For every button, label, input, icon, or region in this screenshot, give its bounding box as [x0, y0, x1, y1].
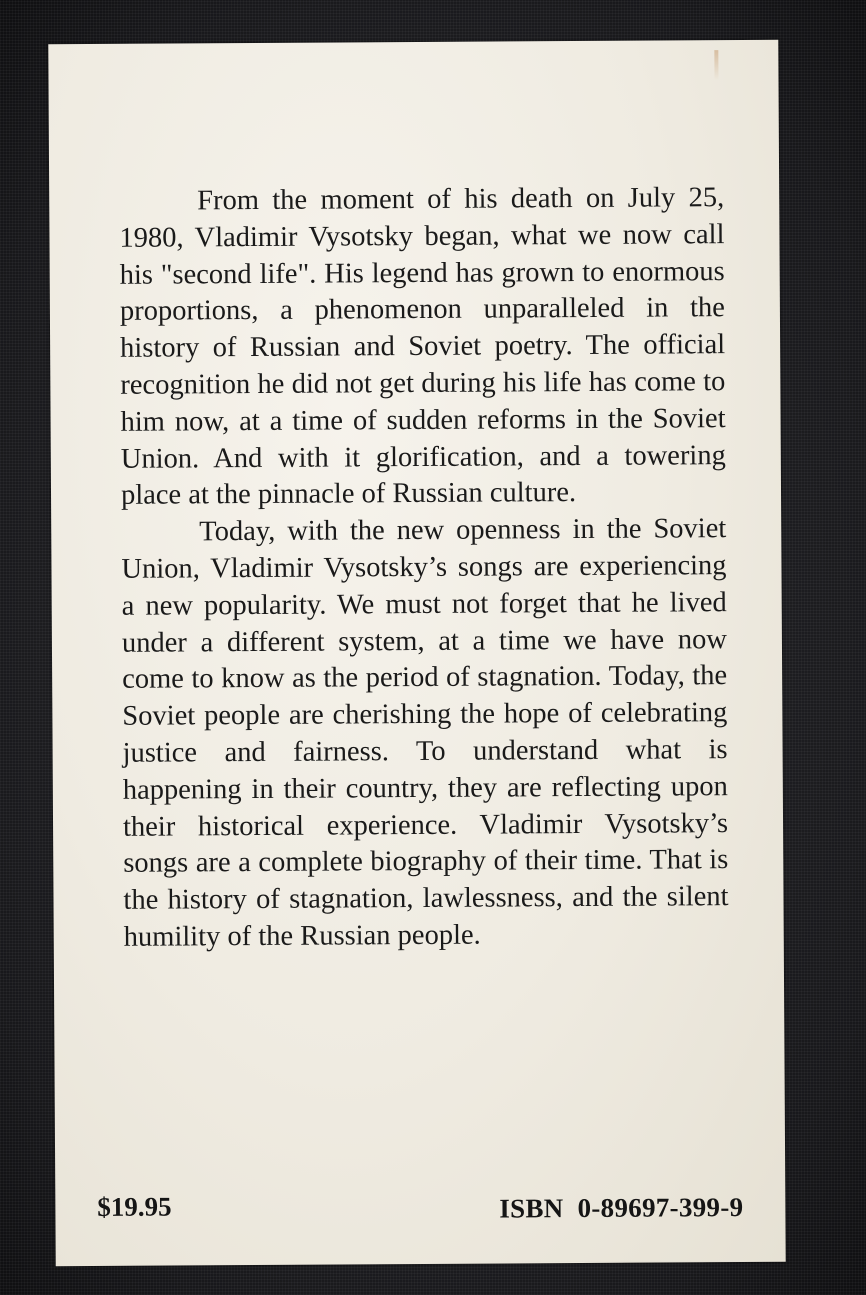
blurb-paragraph-1: From the moment of his death on July 25, 1980, Vladimir Vysotsky began, what we now call his "second life". His legend has grown to enormous proportions, a phenomenon unparalleled in the history of Russian and Soviet poetry. The official recognition he did not get during his life has come to him now, at a time of sudden reforms in the Soviet Union. And with it glorification, and a towering place at the pinnacle of Russian culture. [119, 182, 726, 512]
blurb-paragraph-2: Today, with the new openness in the Soviet Union, Vladimir Vysotsky’s songs are experiencing a new popularity. We must not forget that he lived under a different system, at a time we have now come to know as the period of stagnation. Today, the Soviet people are cherishing the hope of celebrating justice and fairness. To understand what is happening in their country, they are reflecting upon their historical experience. Vladimir Vysotsky’s songs are a complete biography of their time. That is the history of stagnation, lawlessness, and the silent humility of the Russian people. [121, 513, 729, 953]
paper-blemish [714, 50, 718, 80]
price-label: $19.95 [97, 1191, 172, 1222]
isbn-label: ISBN [499, 1193, 564, 1224]
isbn-line [499, 1192, 743, 1224]
back-cover-label [48, 40, 785, 1266]
blurb-text [119, 180, 729, 956]
isbn-number: 0-89697-399-9 [577, 1192, 744, 1224]
